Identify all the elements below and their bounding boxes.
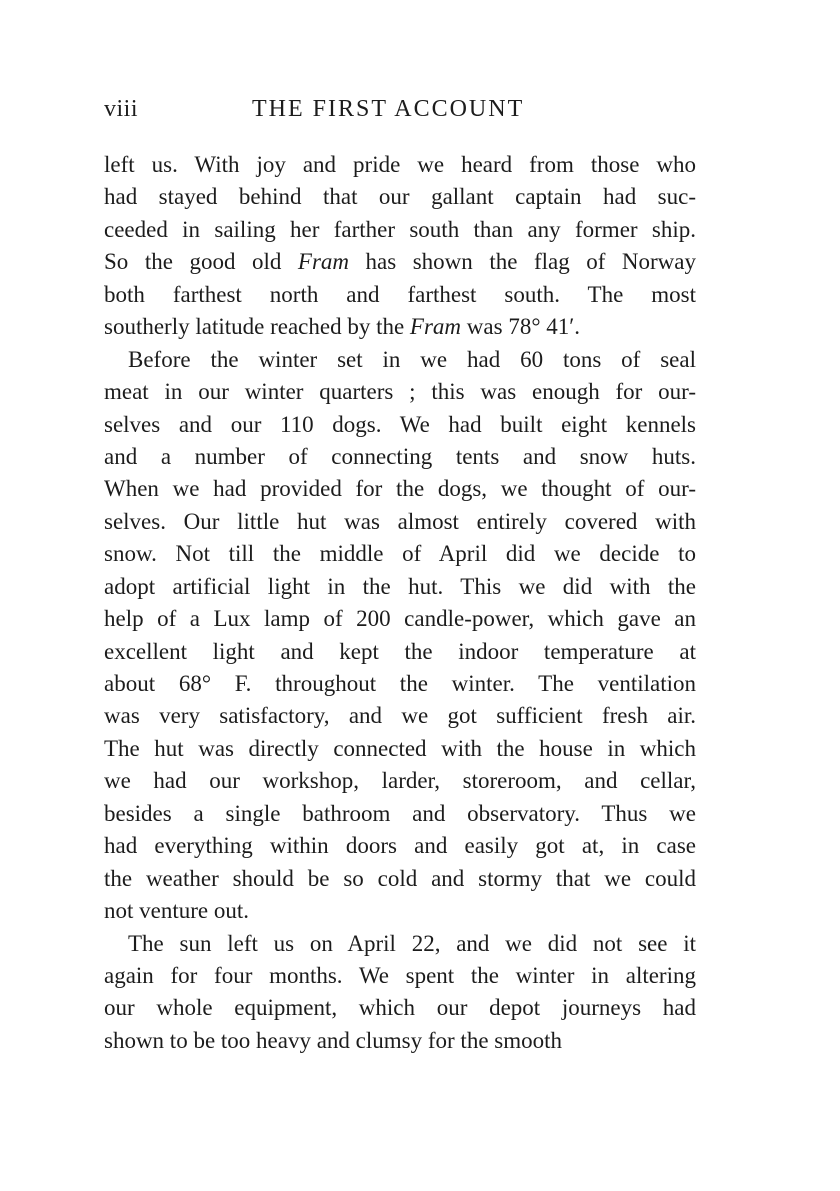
text-line: about 68° F. throughout the winter. The ventilation xyxy=(104,671,696,696)
text-line: When we had provided for the dogs, we thought of our- xyxy=(104,476,696,502)
text-line: shown to be too heavy and clumsy for the smooth xyxy=(104,1027,563,1053)
text-line: left us. With joy and pride we heard from those who xyxy=(104,152,696,177)
text-line: not venture out. xyxy=(104,898,249,924)
page-number: viii xyxy=(104,96,139,122)
text-line: The sun left us on April 22, and we did not see it xyxy=(128,930,696,956)
text-run: southerly latitude reached by the xyxy=(104,314,410,340)
text-line: had stayed behind that our gallant captain had suc- xyxy=(104,184,696,210)
text-run: So the good old xyxy=(104,249,298,275)
text-line: excellent light and kept the indoor temperature at xyxy=(104,638,696,664)
text-line: Before the winter set in we had 60 tons of seal xyxy=(128,346,696,372)
paragraph xyxy=(104,344,696,928)
text-line: The hut was directly connected with the house in which xyxy=(104,735,696,761)
text-line: our whole equipment, which our depot journeys had xyxy=(104,995,696,1021)
text-line: selves and our 110 dogs. We had built eight kennels xyxy=(104,411,696,437)
text-line: adopt artificial light in the hut. This we did with the xyxy=(104,573,696,599)
text-line: meat in our winter quarters ; this was enough for our- xyxy=(104,379,696,405)
text-line: both farthest north and farthest south. The most xyxy=(104,281,696,307)
text-line: the weather should be so cold and stormy that we could xyxy=(104,865,696,891)
text-line: had everything within doors and easily got at, in case xyxy=(104,833,696,859)
text-line xyxy=(104,246,696,278)
text-line: selves. Our little hut was almost entirely covered with xyxy=(104,508,696,534)
text-line: we had our workshop, larder, storeroom, and cellar, xyxy=(104,768,696,794)
text-line xyxy=(104,311,696,343)
text-line: help of a Lux lamp of 200 candle-power, which gave an xyxy=(104,606,696,632)
text-line: and a number of connecting tents and snow huts. xyxy=(104,443,696,469)
ship-name-italic: Fram xyxy=(409,314,462,340)
paragraph xyxy=(104,149,696,344)
text-line: again for four months. We spent the winter in altering xyxy=(104,962,696,988)
ship-name-italic: Fram xyxy=(297,249,350,275)
text-line: ceeded in sailing her farther south than any former ship. xyxy=(104,216,696,242)
text-line: besides a single bathroom and observatory. Thus we xyxy=(104,800,696,826)
paragraph xyxy=(104,928,696,1058)
running-title: THE FIRST ACCOUNT xyxy=(252,96,525,122)
text-run: has shown the flag of Norway xyxy=(349,249,696,275)
text-line: snow. Not till the middle of April did we decide to xyxy=(104,541,696,567)
text-line: was very satisfactory, and we got sufficient fresh air. xyxy=(104,703,696,729)
body-text xyxy=(104,149,696,1057)
text-run: was 78° 41′. xyxy=(461,314,581,340)
